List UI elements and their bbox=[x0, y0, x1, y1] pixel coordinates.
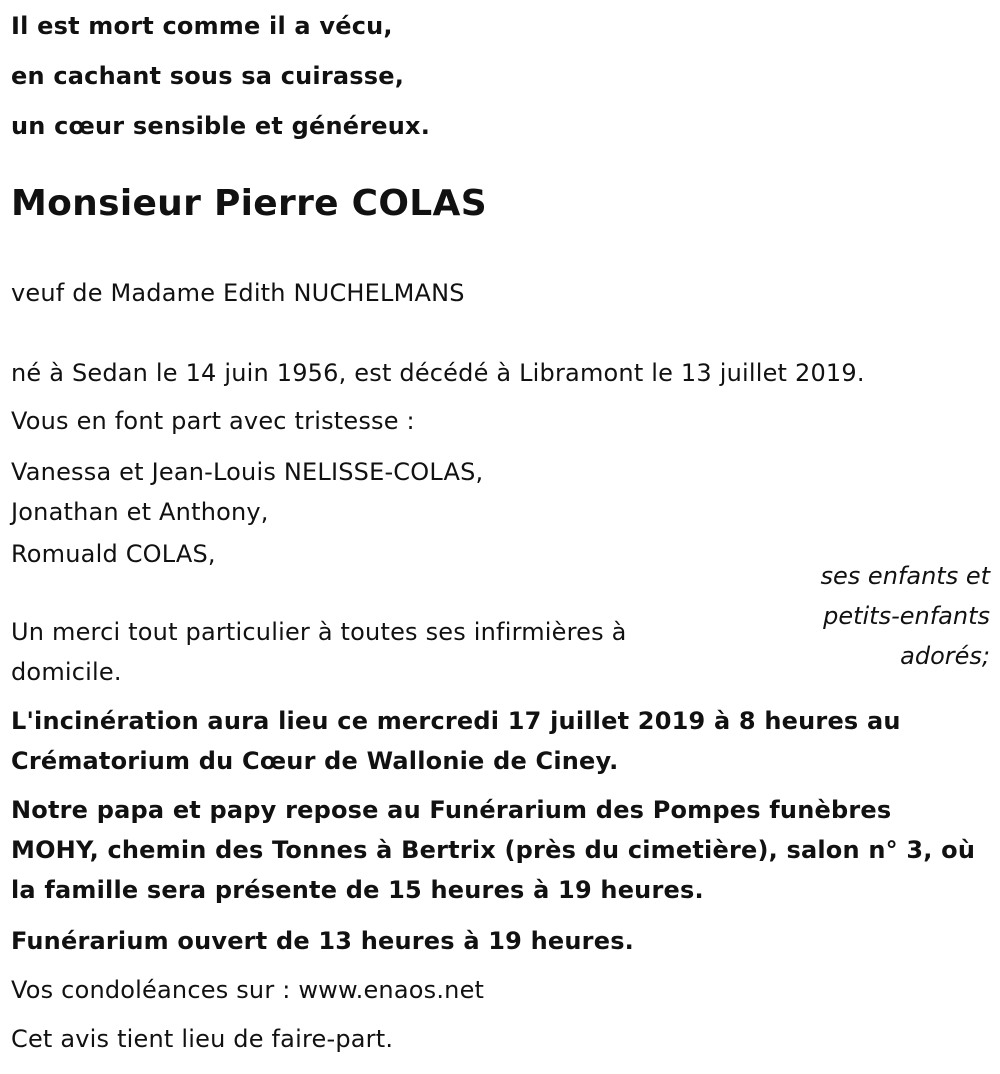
notice-statement: Cet avis tient lieu de faire-part. bbox=[11, 1025, 394, 1053]
epitaph-line-3: un cœur sensible et généreux. bbox=[11, 112, 431, 140]
family-role-line-1: ses enfants et bbox=[820, 562, 990, 590]
birth-death-info: né à Sedan le 14 juin 1956, est décédé à Libramont le 13 juillet 2019. bbox=[11, 359, 865, 387]
family-role-line-2: petits-enfants bbox=[823, 602, 990, 630]
family-member-2: Jonathan et Anthony, bbox=[11, 498, 269, 526]
rest-place-line-1: Notre papa et papy repose au Funérarium des Pompes funèbres bbox=[11, 796, 892, 824]
thanks-line-2: domicile. bbox=[11, 658, 122, 686]
cremation-line-1: L'incinération aura lieu ce mercredi 17 juillet 2019 à 8 heures au bbox=[11, 707, 901, 735]
condolences-info: Vos condoléances sur : www.enaos.net bbox=[11, 976, 485, 1004]
thanks-line-1: Un merci tout particulier à toutes ses infirmières à bbox=[11, 618, 627, 646]
rest-place-line-2: MOHY, chemin des Tonnes à Bertrix (près du cimetière), salon n° 3, où bbox=[11, 836, 976, 864]
epitaph-line-1: Il est mort comme il a vécu, bbox=[11, 12, 393, 40]
funerarium-hours: Funérarium ouvert de 13 heures à 19 heures. bbox=[11, 927, 634, 955]
family-role bbox=[821, 556, 990, 676]
widower-of: veuf de Madame Edith NUCHELMANS bbox=[11, 279, 465, 307]
rest-place-line-3: la famille sera présente de 15 heures à 19 heures. bbox=[11, 876, 704, 904]
cremation-line-2: Crématorium du Cœur de Wallonie de Ciney. bbox=[11, 747, 619, 775]
epitaph-line-2: en cachant sous sa cuirasse, bbox=[11, 62, 405, 90]
family-member-3: Romuald COLAS, bbox=[11, 540, 216, 568]
deceased-name: Monsieur Pierre COLAS bbox=[11, 183, 487, 224]
family-member-1: Vanessa et Jean-Louis NELISSE-COLAS, bbox=[11, 458, 484, 486]
family-role-line-3: adorés; bbox=[900, 642, 990, 670]
announce-intro: Vous en font part avec tristesse : bbox=[11, 407, 415, 435]
